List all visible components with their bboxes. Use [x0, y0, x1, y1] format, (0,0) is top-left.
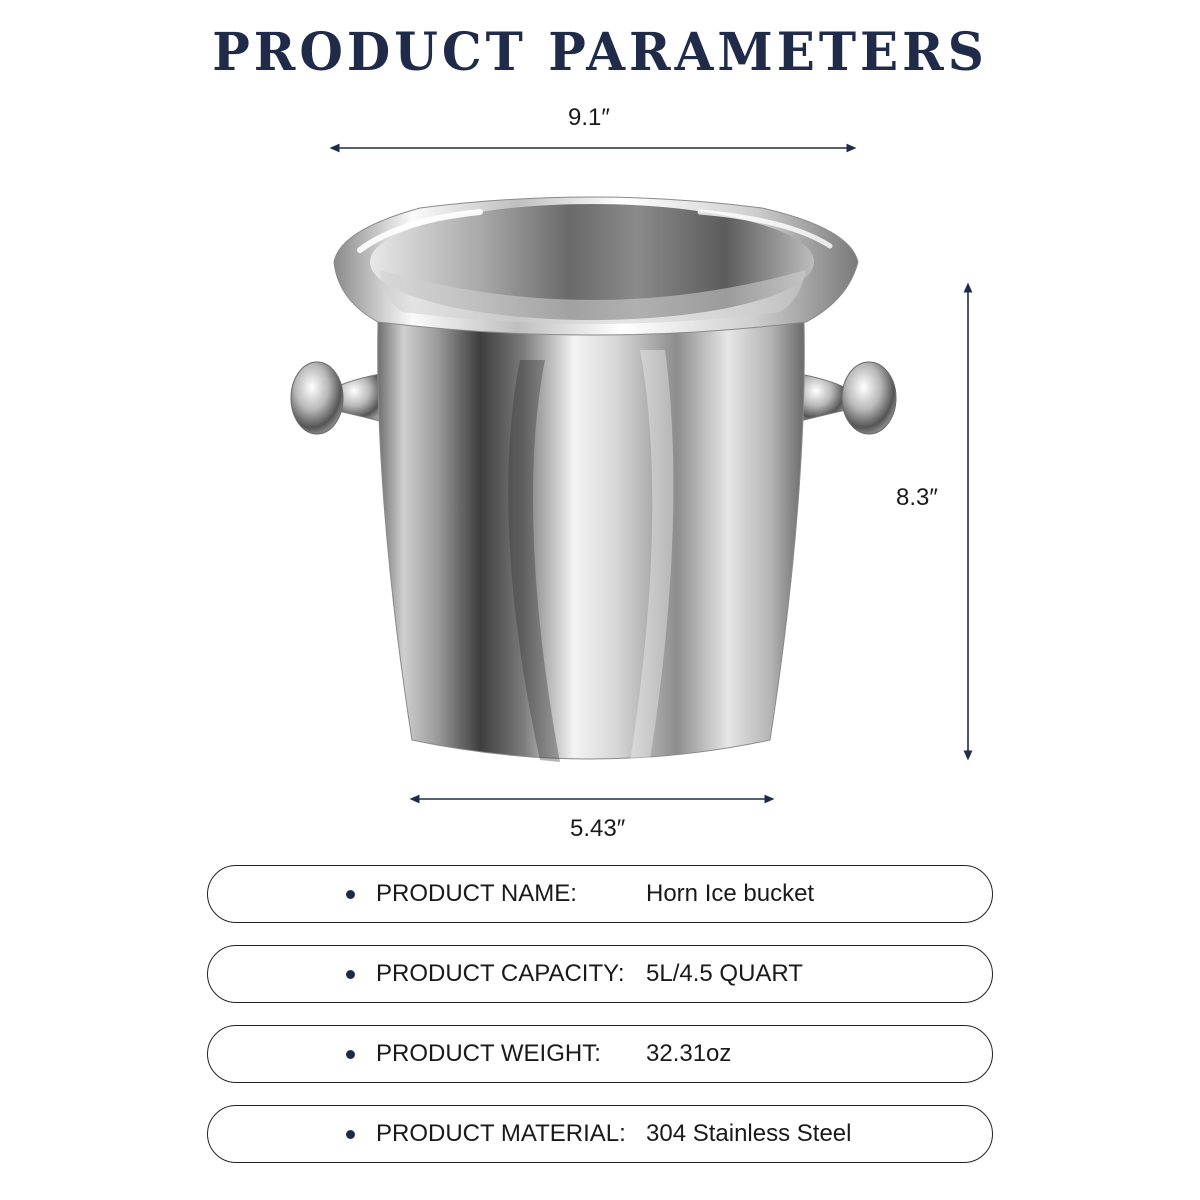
height-label: 8.3″ — [896, 484, 938, 511]
spec-value: 5L/4.5 QUART — [646, 960, 803, 987]
base-width-label: 5.43″ — [570, 815, 626, 842]
spec-key: PRODUCT NAME: — [376, 880, 577, 907]
spec-key: PRODUCT MATERIAL: — [376, 1120, 626, 1147]
ice-bucket-image — [291, 197, 896, 762]
bullet-icon — [346, 1130, 355, 1139]
spec-value: 32.31oz — [646, 1040, 732, 1067]
spec-row-name — [207, 865, 993, 923]
spec-value: Horn Ice bucket — [646, 880, 815, 907]
spec-row-weight — [207, 1025, 993, 1083]
spec-row-capacity — [207, 945, 993, 1003]
bullet-icon — [346, 970, 355, 979]
spec-value: 304 Stainless Steel — [646, 1120, 852, 1147]
page-title: PRODUCT PARAMETERS — [212, 20, 988, 83]
spec-row-material — [207, 1105, 993, 1163]
spec-key: PRODUCT WEIGHT: — [376, 1040, 601, 1067]
bullet-icon — [346, 1050, 355, 1059]
top-width-label: 9.1″ — [568, 104, 610, 131]
bullet-icon — [346, 890, 355, 899]
spec-key: PRODUCT CAPACITY: — [376, 960, 625, 987]
